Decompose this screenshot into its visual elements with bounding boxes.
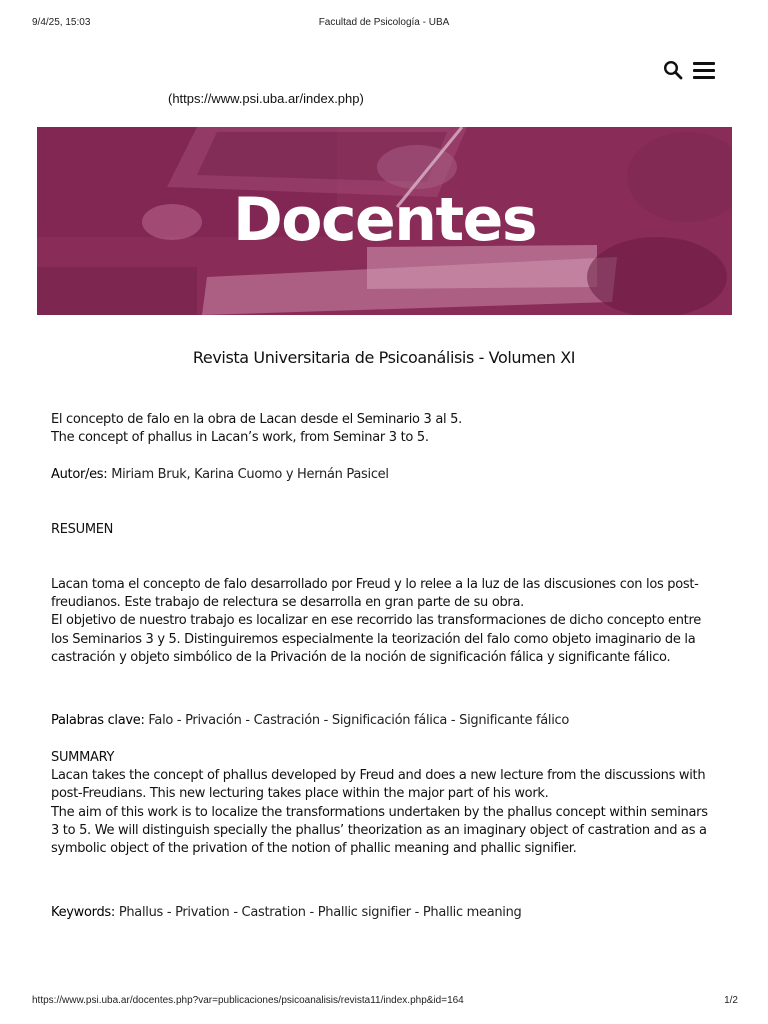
top-nav-icons	[663, 58, 719, 82]
summary-line: post-Freudians. This new lecturing takes place within the major part of his work.	[51, 786, 549, 802]
summary-heading: SUMMARY	[51, 750, 115, 765]
search-icon[interactable]	[663, 60, 683, 80]
print-url: https://www.psi.uba.ar/docentes.php?var=publicaciones/psicoanalisis/revista11/index.php&id=164	[32, 995, 464, 1006]
article-title-en: The concept of phallus in Lacan’s work, from Seminar 3 to 5.	[51, 430, 429, 445]
summary-line: symbolic object of the privation of the notion of phallic meaning and phallic signifier.	[51, 841, 577, 857]
docentes-banner	[37, 127, 732, 315]
keywords-es	[51, 712, 721, 730]
keywords-es-values: Falo - Privación - Castración - Significación fálica - Significante fálico	[148, 713, 570, 728]
keywords-en-label: Keywords:	[51, 905, 115, 920]
authors-names: Miriam Bruk, Karina Cuomo y Hernán Pasicel	[111, 467, 389, 482]
resumen-line: El objetivo de nuestro trabajo es localizar en ese recorrido las transformaciones de dicho concepto entre	[51, 613, 701, 629]
print-page-title: Facultad de Psicología - UBA	[318, 17, 450, 28]
authors-line	[51, 466, 721, 484]
resumen-line: Lacan toma el concepto de falo desarrollado por Freud y lo relee a la luz de las discusiones con los post-	[51, 577, 699, 592]
keywords-en-values: Phallus - Privation - Castration - Phallic signifier - Phallic meaning	[118, 905, 522, 920]
home-link[interactable]: (https://www.psi.uba.ar/index.php)	[168, 91, 364, 106]
print-header	[0, 17, 768, 31]
resumen-heading: RESUMEN	[51, 522, 114, 537]
keywords-en	[51, 904, 721, 922]
summary-line: The aim of this work is to localize the transformations undertaken by the phallus concept within seminars	[51, 804, 708, 820]
print-footer	[0, 995, 768, 1009]
print-page-number: 1/2	[724, 995, 738, 1006]
summary-line: 3 to 5. We will distinguish specially the phallus’ theorization as an imaginary object of castration and as a	[51, 822, 707, 838]
authors-label: Autor/es:	[51, 467, 108, 482]
resumen-line: freudianos. Este trabajo de relectura se desarrolla en gran parte de su obra.	[51, 595, 524, 611]
resumen-abstract	[51, 576, 721, 667]
summary-section	[51, 749, 721, 858]
hamburger-menu-icon[interactable]	[693, 60, 715, 80]
banner-title: Docentes	[232, 185, 537, 255]
resumen-line: castración y objeto simbólico de la Privación de la noción de significación fálica y significante fálico.	[51, 649, 671, 665]
print-datetime: 9/4/25, 15:03	[32, 17, 91, 28]
journal-title: Revista Universitaria de Psicoanálisis - Volumen XI	[192, 348, 576, 367]
resumen-line: los Seminarios 3 y 5. Distinguiremos especialmente la teorización del falo como objeto imaginario de la	[51, 631, 696, 647]
summary-line: Lacan takes the concept of phallus developed by Freud and does a new lecture from the discussions with	[51, 768, 706, 784]
keywords-es-label: Palabras clave:	[51, 713, 145, 728]
article-title-es: El concepto de falo en la obra de Lacan desde el Seminario 3 al 5.	[51, 412, 462, 427]
